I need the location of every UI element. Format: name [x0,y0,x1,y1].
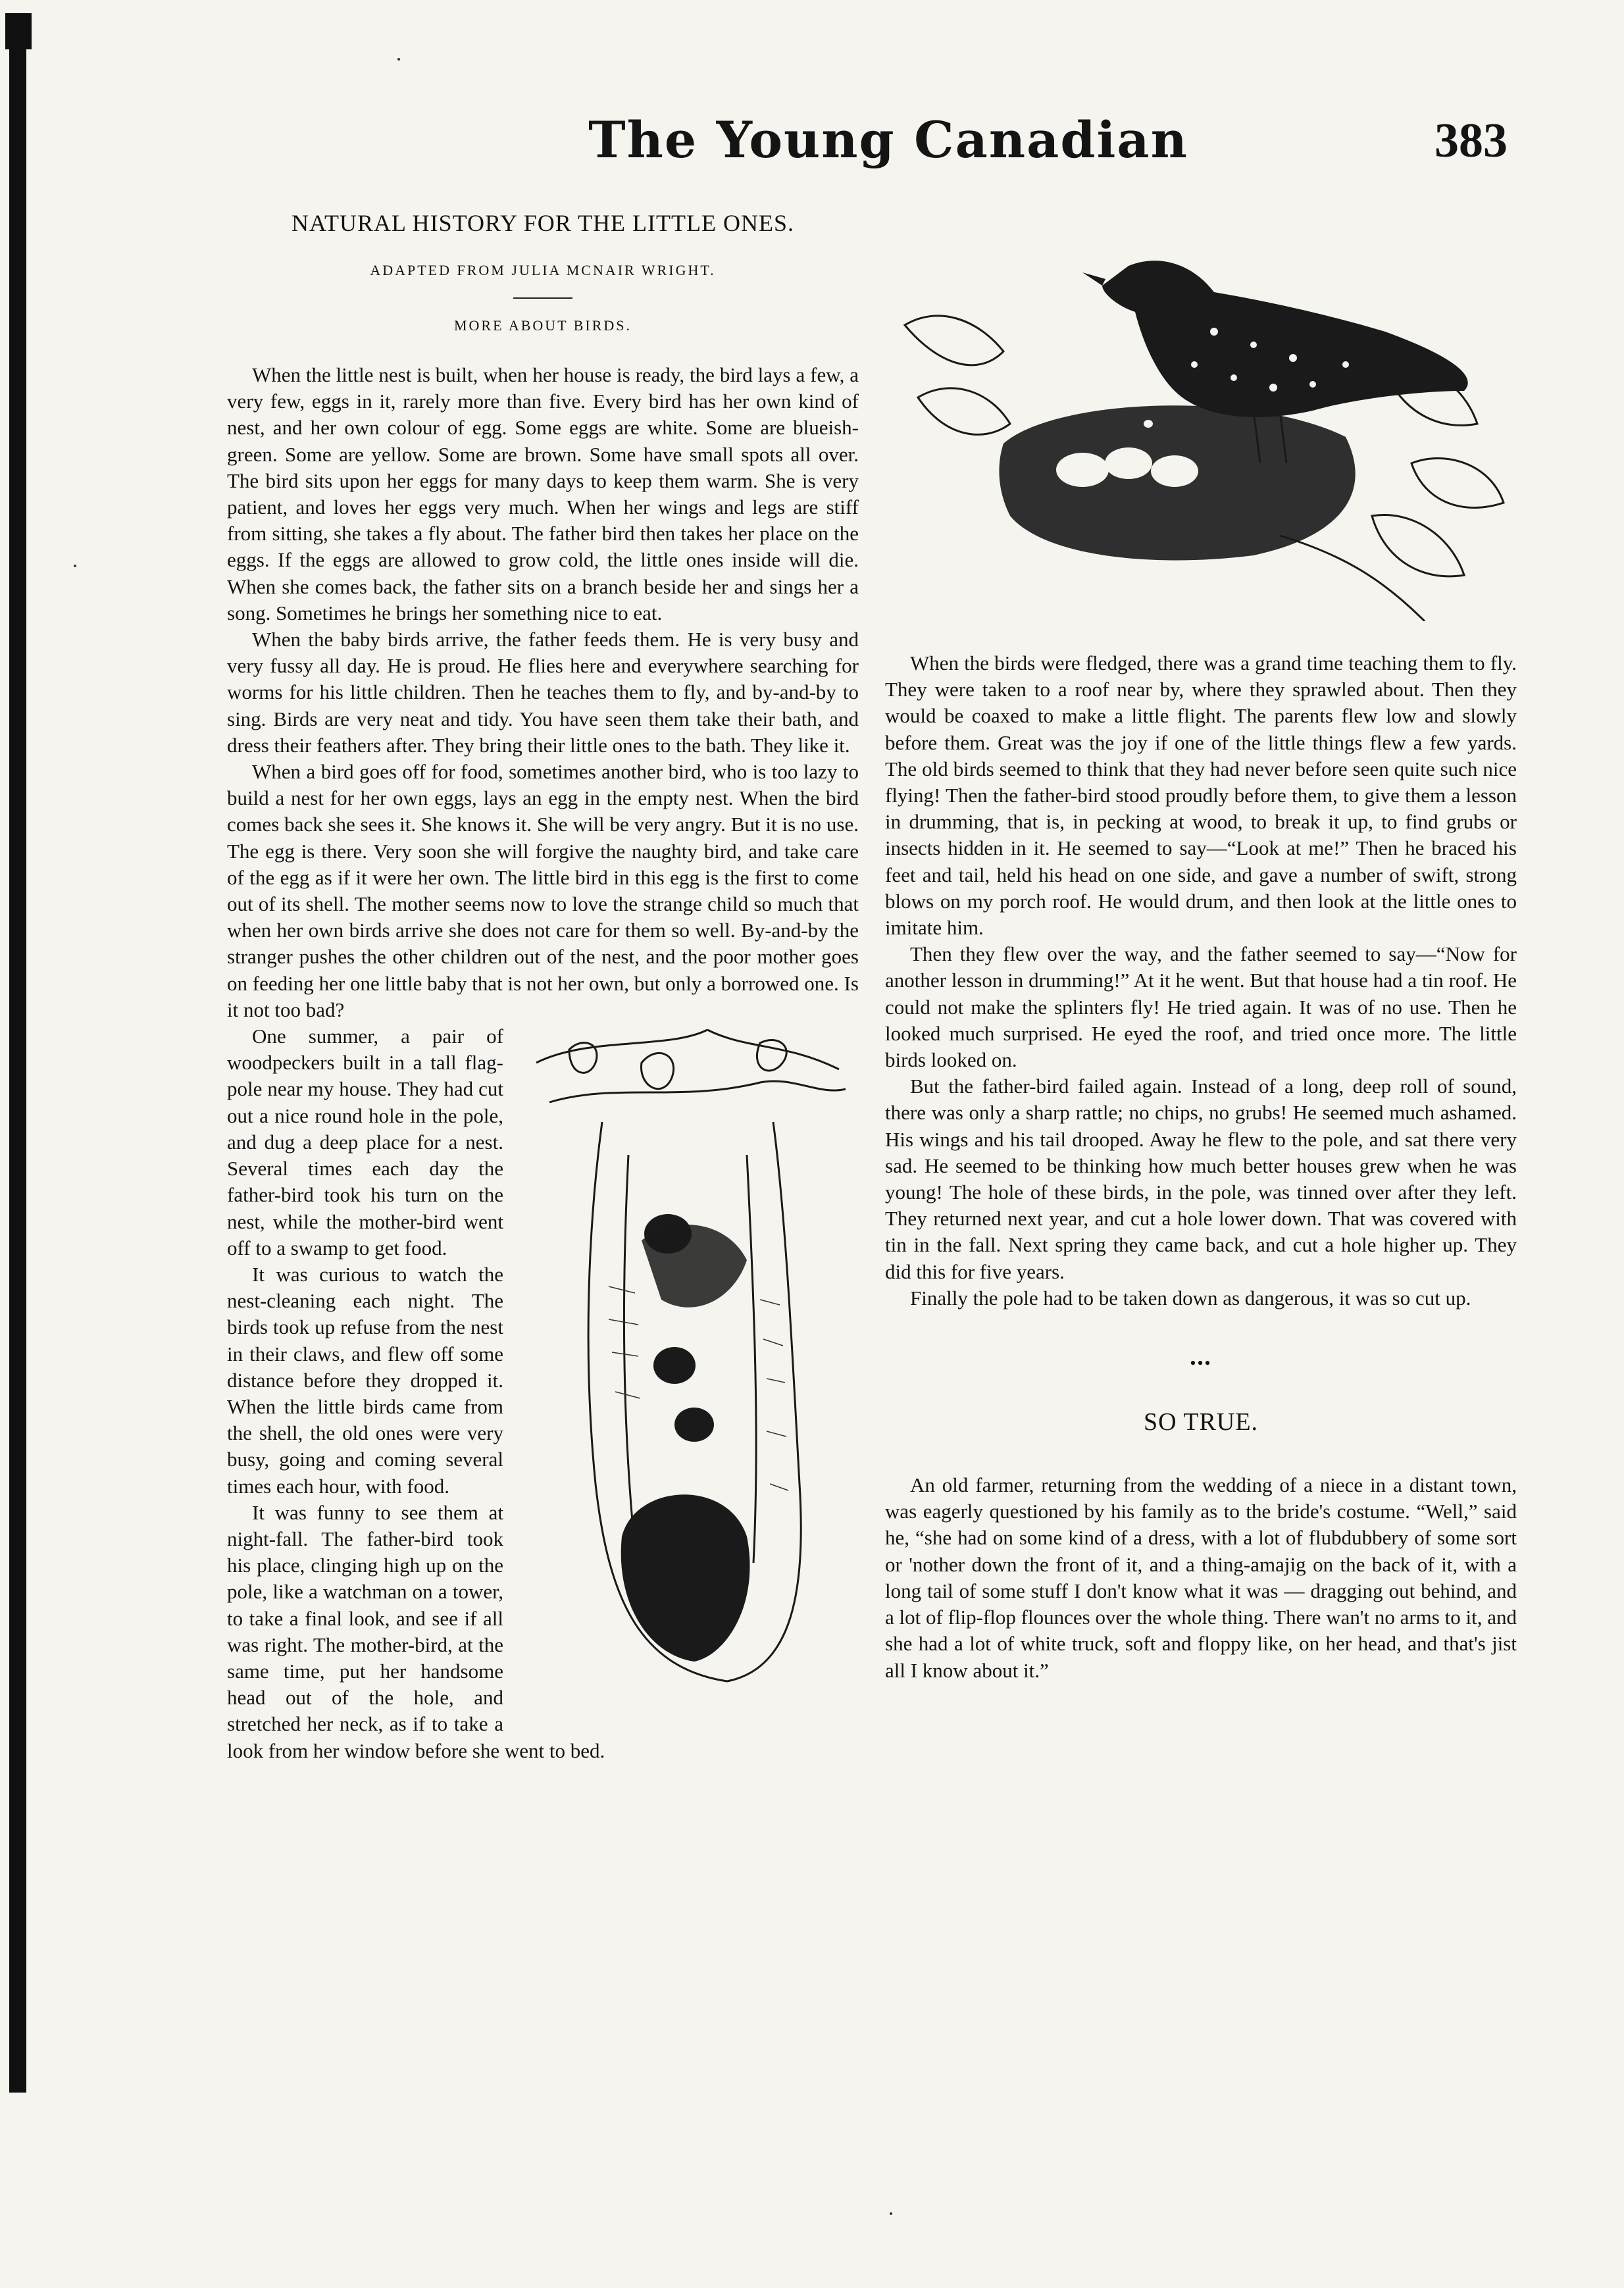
robin-illustration [885,226,1517,621]
section-ornament: ••• [1190,1354,1212,1373]
divider-rule [513,297,572,299]
article-paragraph: When the birds were fledged, there was a grand time teaching them to fly. They were taken to a roof near by, where they sprawled about. Then they would be coaxed to make a little flight. The parents flew low and slowly before them. Great was the joy if one of the little things flew a few yards. The old birds seemed to think that they had never before seen quite such nice flying! Then the father-bird stood proudly before them, to give them a lesson in drumming, that is, in pecking at wood, to break it up, to find grubs or insects hidden in it. He seemed to say—“Look at me!” Then he braced his feet and tail, held his head on one side, and gave a number of swift, strong blows on my porch roof. He would drum, and then look at the little ones to imitate him. [885,651,1517,940]
bird-on-nest-icon [885,226,1517,621]
print-speck [890,2212,892,2215]
article-subheading: MORE ABOUT BIRDS. [453,317,632,334]
woodpecker-section [227,1023,859,1764]
woodpecker-nest-icon [510,1023,859,1721]
article-paragraph: Then they flew over the way, and the father seemed to say—“Now for another lesson in drumming!” At it he went. But that house had a tin roof. He could not make the splinters fly! He tried again. It was of no use. Then he looked much surprised. He eyed the roof, and tried once more. The little birds looked on. [885,942,1517,1072]
right-column [885,209,1517,1684]
so-true-title: SO TRUE. [1143,1408,1259,1436]
left-column [227,209,859,1764]
woodpecker-illustration [510,1023,859,1721]
article-paragraph: It was curious to watch the nest-cleaning each night. The birds took up refuse from the nest in their claws, and flew off some distance before they dropped it. When the little birds came from the shell, the old ones were very busy, going and coming several times each hour, with food. [227,1262,503,1498]
article-paragraph: When the baby birds arrive, the father feeds them. He is very busy and very fussy all day. He is proud. He flies here and everywhere searching for worms for his little children. Then he teaches them to fly, and by-and-by to sing. Birds are very neat and tidy. You have seen them take their bath, and dress their feathers after. They bring their little ones to the bath. They like it. [227,628,859,757]
article-paragraph: When a bird goes off for food, sometimes another bird, who is too lazy to build a nest for her own eggs, lays an egg in the empty nest. When the bird comes back she sees it. She knows it. She will be very angry. But it is no use. The egg is there. Very soon she will forgive the naughty bird, and take care of the egg as if it were her own. The little bird in this egg is the first to come out of its shell. The mother seems now to love the strange child so much that when her own birds arrive she does not care for them so well. By-and-by the stranger pushes the other children out of the nest, and the poor mother goes on feeding her one little baby that is not her own, but only a borrowed one. Is it not too bad? [227,760,859,1021]
page-number: 383 [1434,114,1508,168]
article-paragraph: When the little nest is built, when her house is ready, the bird lays a few, a very few, eggs in it, rarely more than five. Every bird has her own kind of nest, and her own colour of egg. Some eggs are white. Some are blueish-green. Some are yellow. Some are brown. Some have small spots all over. The bird sits upon her eggs for many days to keep them warm. She is very patient, and loves her eggs very much. When her wings and legs are stiff from sitting, she takes a fly about. The father bird then takes her place on the eggs. If the eggs are allowed to grow cold, the little ones inside will die. When she comes back, the father sits on a branch beside her and sings her a song. Sometimes he brings her something nice to eat. [227,363,859,624]
binding-spine [9,13,26,2093]
print-speck [74,565,76,567]
article-byline: ADAPTED FROM JULIA MCNAIR WRIGHT. [370,262,716,278]
print-speck [397,58,400,61]
article-paragraph: Finally the pole had to be taken down as dangerous, it was so cut up. [910,1286,1471,1309]
article-title: NATURAL HISTORY FOR THE LITTLE ONES. [292,210,794,236]
article-paragraph: It was funny to see them at night-fall. The father-bird took his place, clinging high up on the pole, like a watchman on a tower, to take a final look, and see if all was right. The mother-bird, at the same time, put her handsome head out of the hole, and stretched her neck, as if to take a look from her window before she went to bed. [227,1500,605,1762]
newspaper-title: The Young Canadian [588,111,1188,169]
so-true-paragraph: An old farmer, returning from the wedding of a niece in a distant town, was eagerly questioned by his family as to the bride's costume. “Well,” said he, “she had on some kind of a dress, with a lot of flubdubbery of some sort or 'nother down the front of it, and a thing-amajig on the back of it, with a long tail of some stuff I don't know what it was — dragging out behind, and a lot of flip-flop flounces over the whole thing. There wan't no arms to it, and she had a lot of white truck, soft and floppy like, on her head, and that's jist all I know about it.” [885,1473,1517,1682]
article-paragraph: But the father-bird failed again. Instead of a long, deep roll of sound, there was only a sharp rattle; no chips, no grubs! He seemed much ashamed. His wings and his tail drooped. Away he flew to the pole, and sat there very sad. He seemed to be thinking how much better houses grew when he was young! The hole of these birds, in the pole, was tinned over after they left. They returned next year, and cut a hole lower down. That was covered with tin in the fall. Next spring they came back, and cut a hole higher up. They did this for five years. [885,1075,1517,1283]
article-paragraph: One summer, a pair of woodpeckers built in a tall flag-pole near my house. They had cut out a nice round hole in the pole, and dug a deep place for a nest. Several times each day the father-bird took his turn on the nest, while the mother-bird went off to a swamp to get food. [227,1025,503,1259]
